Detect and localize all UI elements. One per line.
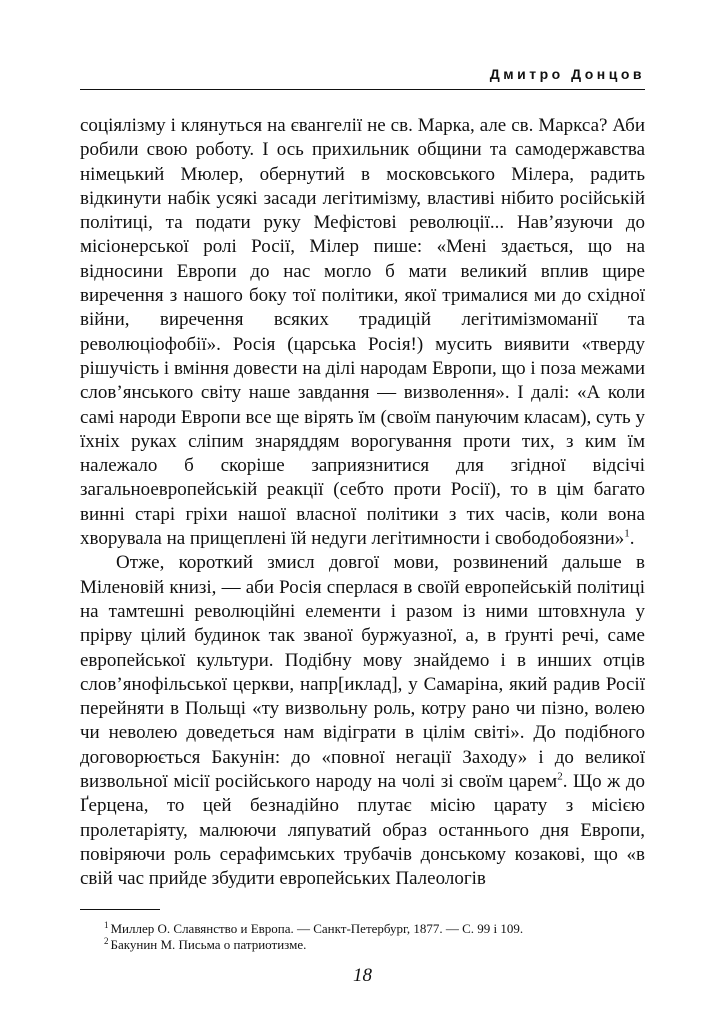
footnote-rule: [80, 909, 160, 910]
footnotes: [104, 921, 644, 953]
page-number: 18: [353, 965, 372, 986]
footnote-2-number: 2: [104, 935, 109, 946]
footnote-2-text: Бакунин М. Письма о патриотизме.: [110, 937, 307, 952]
paragraph-2: [80, 551, 645, 891]
paragraph-2-text-b: . Що ж до Ґерцена, то цей безнадійно плутає місію царату з місією пролетаріяту, малюючи ляпуватий образ останнього дня Европи, повіряючи роль серафимських трубачів донському козакові, що «в свій час прийде збудити европейських Палеологів: [80, 771, 645, 890]
footnote-ref-1[interactable]: 1: [624, 527, 630, 540]
running-header-author: Дмитро Донцов: [489, 66, 645, 82]
footnote-1-number: 1: [104, 919, 109, 930]
paragraph-1-text: соціялізму і клянуться на євангелії не св. Марка, але св. Маркса? Аби робили свою роботу. І ось прихильник общини та самодержавства німецький Мюлер, обернутий в московського Мілера, радить відкинути набік усякі засади легітимізму, властиві нібито російській політиці, та подати руку Мефістові революції... Нав’язуючи до місіонерської ролі Росії, Мілер пише: «Мені здається, що на відносини Европи до нас могло б мати великий вплив щире виречення з нашого боку тої політики, якої трималися ми до східної війни, виречення всяких традицій легітимізмоманії та революціофобії». Росія (царська Росія!) мусить виявити «тверду рішучість і вміння довести на ділі народам Европи, що і поза межами слов’янського світу наше завдання — визволення». І далі: «А коли самі народи Европи все ще вірять їм (своїм пануючим класам), суть у їхніх руках сліпим знаряддям ворогування проти тих, з ким їм належало б скоріше заприязнитися для згідної відсічі загальноевропейській реакції (себто проти Росії), то в цім багато винні старі гріхи нашої власної політики з тих часів, коли вона хворувала на прищеплені їй недуги легітимности і свободобоязни»: [80, 115, 645, 550]
footnote-ref-2[interactable]: 2: [557, 770, 563, 783]
main-text: [80, 114, 645, 892]
paragraph-1: соціялізму і клянуться на євангелії не св. Марка, але св. Маркса? Аби робили свою роботу. І ось прихильник общини та самодержавства німецький Мюлер, обернутий в московського Мілера, радить відкинути набік усякі засади легітимізму, властиві нібито російській політиці, та подати руку Мефістові революції... Нав’язуючи до місіонерської ролі Росії, Мілер пише: «Мені здається, що на відносини Европи до нас могло б мати великий вплив щире виречення з нашого боку тої політики, якої трималися ми до східної війни, виречення всяких традицій легітимізмоманії та революціофобії». Росія (царська Росія!) мусить виявити «тверду рішучість і вміння довести на ділі народам Европи, що і поза межами слов’янського світу наше завдання — визволення». І далі: «А коли самі народи Европи все ще вірять їм (своїм пануючим класам), суть у їхніх руках сліпим знаряддям ворогування проти тих, з ким їм належало б скоріше заприязнитися для згідної відсічі загальноевропейській реакції (себто проти Росії), то в цім багато винні старі гріхи нашої власної політики з тих часів, коли вона хворувала на прищеплені їй недуги легітимности і свободобоязни»$^1$.: [80, 115, 645, 550]
footnote-1-text: Миллер О. Славянство и Европа. — Санкт-Петербург, 1877. — С. 99 і 109.: [110, 921, 524, 936]
paragraph-2-text-a: Отже, короткий змисл довгої мови, розвинений дальше в Міленовій книзі, — аби Росія сперлася в своїй европейській політиці на тамтешні революційні елементи і разом із ними штовхнула у прірву цілий будинок так званої буржуазної, а, в ґрунті речі, саме европейської культури. Подібну мову знайдемо і в инших отців слов’янофільської церкви, напр[иклад], у Самаріна, який радив Росії перейняти в Польщі «ту визвольну роль, котру рано чи пізно, волею чи неволею доведеться нам відіграти в цілім світі». До подібного договорюється Бакунін: до «повної негації Заходу» і до великої визвольної місії російського народу на чолі зі своїм царем: [80, 552, 645, 793]
footnote-1: [104, 921, 644, 937]
header-rule: [80, 89, 645, 90]
footnote-2: [104, 937, 644, 953]
